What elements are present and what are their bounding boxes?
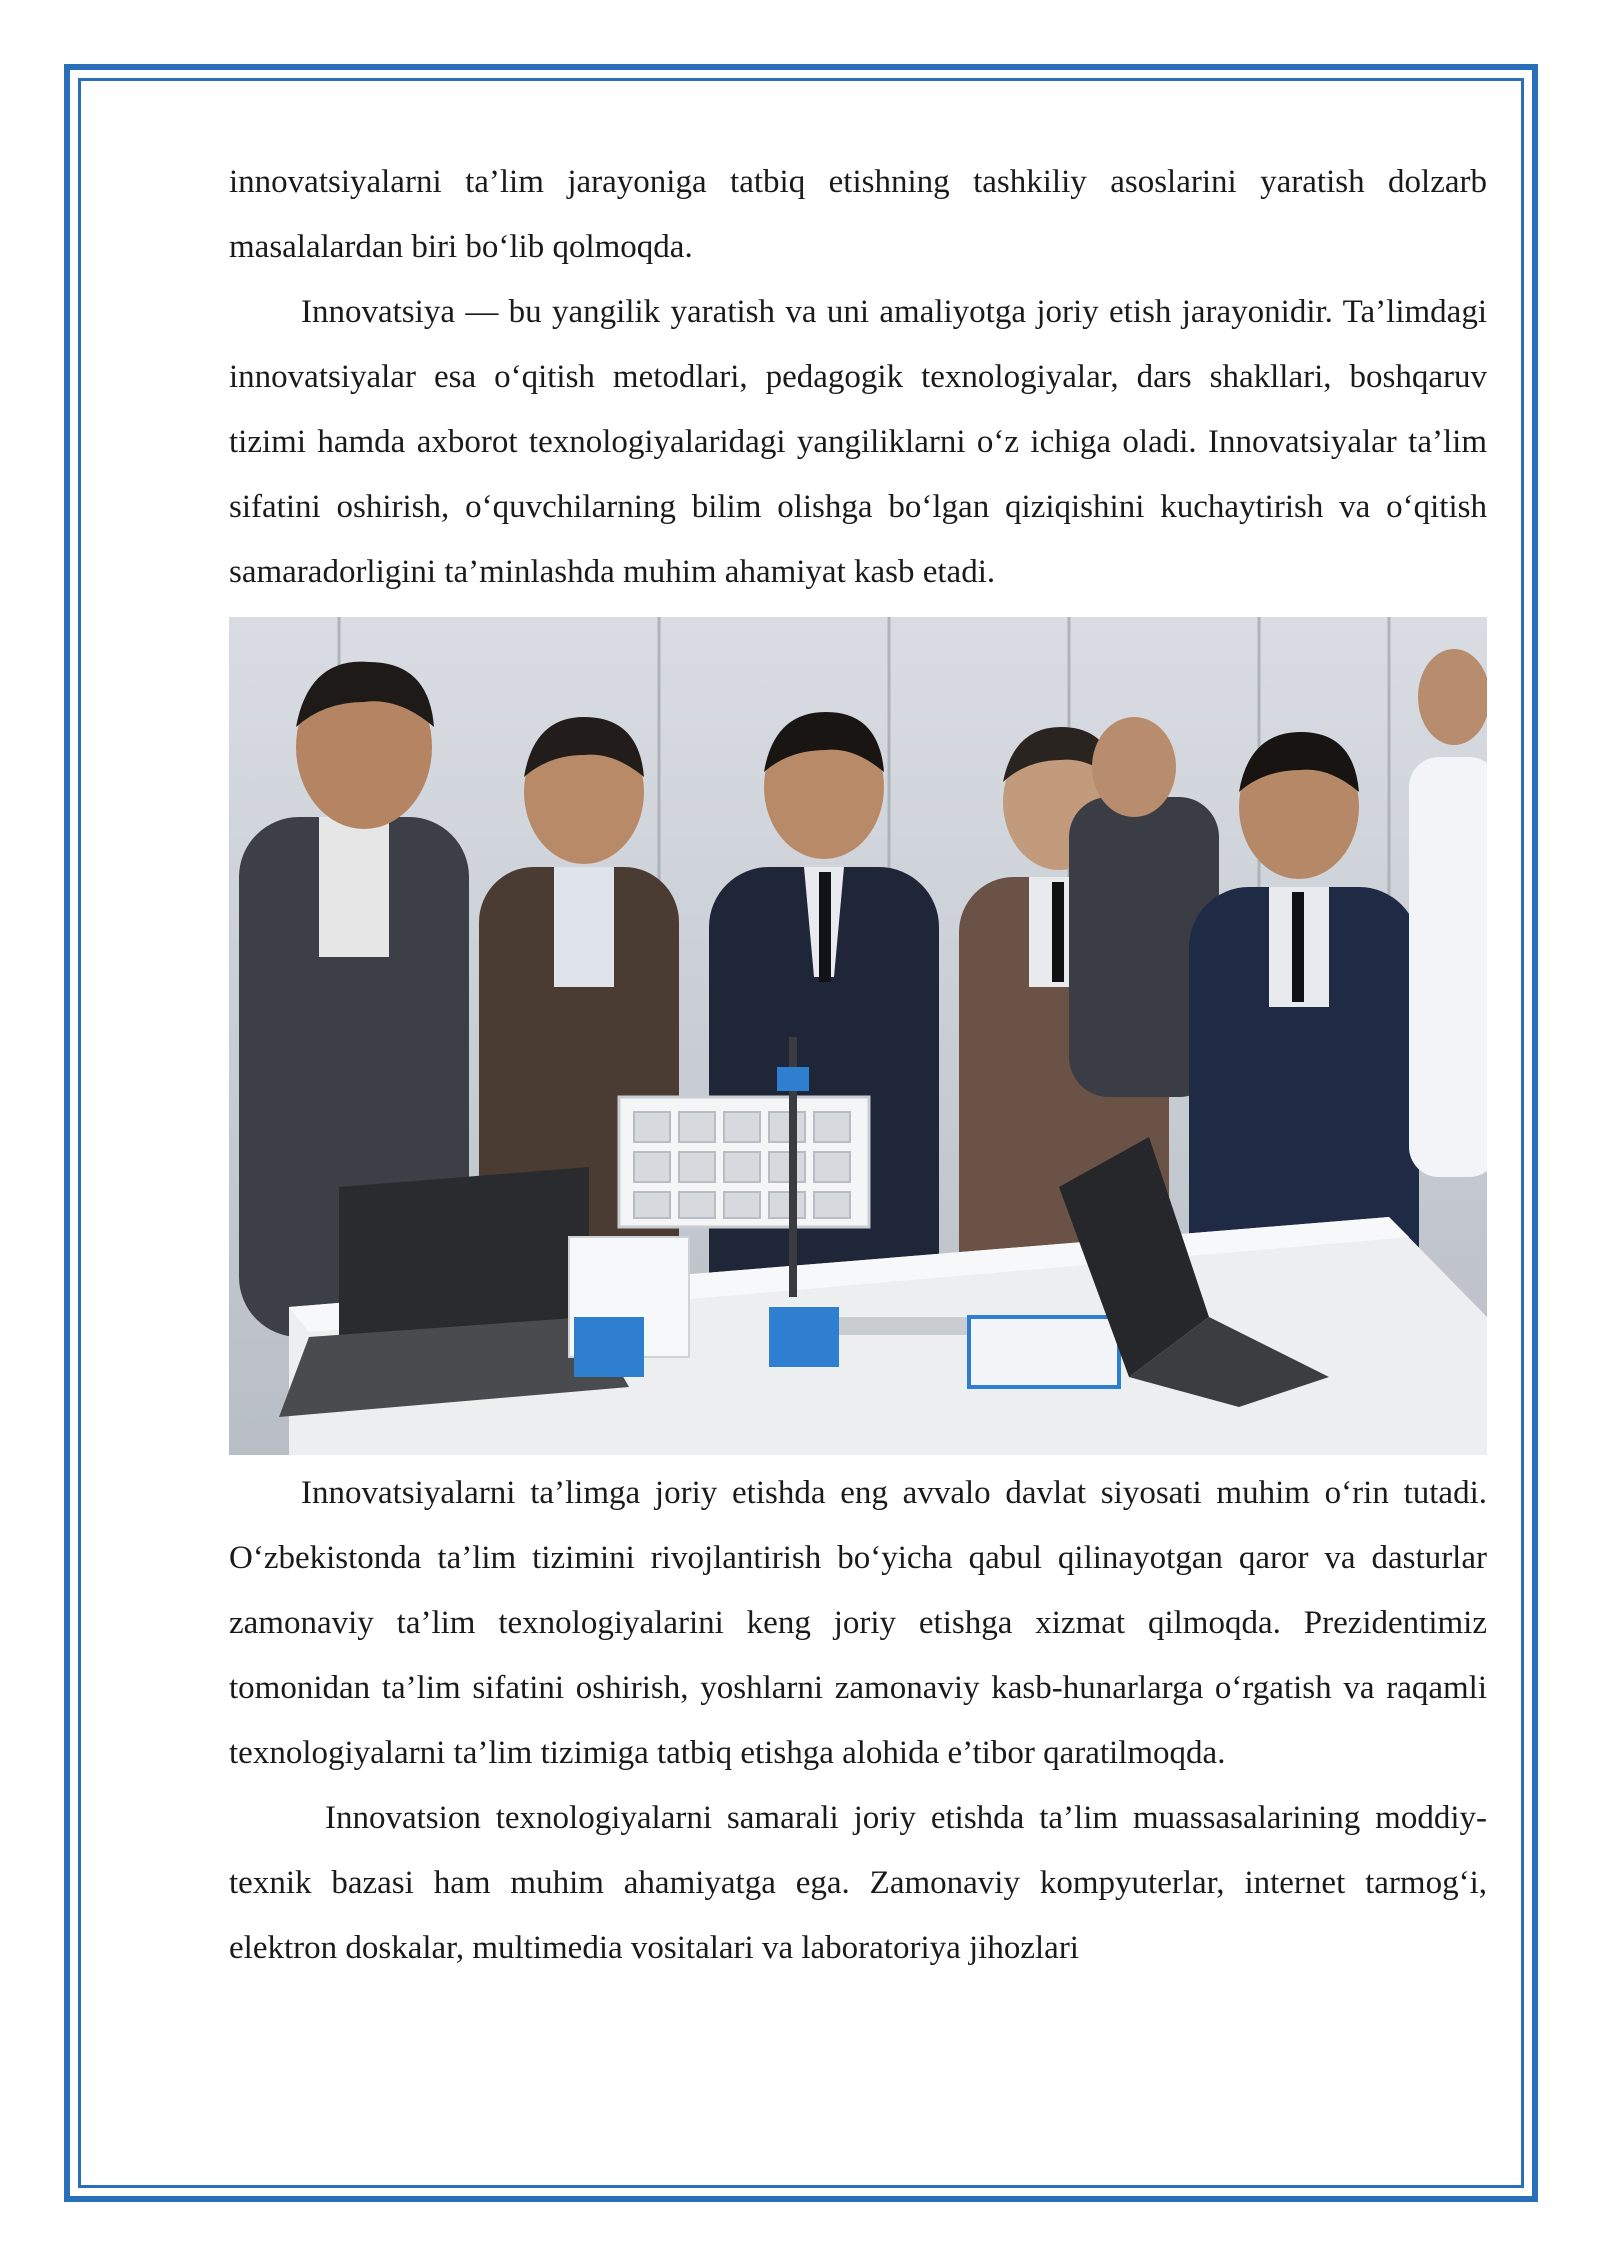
paragraph-3: Innovatsiyalarni ta’limga joriy etishda eng avvalo davlat siyosati muhim o‘rin tutadi. O‘zbekistonda ta’lim tizimini rivojlantirish bo‘yicha qabul qilinayotgan qaror va dasturlar zamonaviy ta’lim texnologiyalarini keng joriy etishga xizmat qilmoqda. Prezidentimiz tomonidan ta’lim sifatini oshirish, yoshlarni zamonaviy kasb-hunarlarga o‘rgatish va raqamli texnologiyalarni ta’lim tizimiga tatbiq etishga alohida e’tibor qaratilmoqda. — [229, 1475, 1487, 1771]
document-body — [229, 150, 1487, 1981]
paragraph-4: Innovatsion texnologiyalarni samarali joriy etishda ta’lim muassasalarining moddiy-texnik bazasi ham muhim ahamiyatga ega. Zamonaviy kompyuterlar, internet tarmog‘i, elektron doskalar, multimedia vositalari va laboratoriya jihozlari — [229, 1800, 1487, 1966]
students-photo — [229, 617, 1487, 1455]
paragraph-1: innovatsiyalarni ta’lim jarayoniga tatbiq etishning tashkiliy asoslarini yaratish dolzarb masalalardan biri bo‘lib qolmoqda. — [229, 164, 1487, 265]
paragraph-2: Innovatsiya — bu yangilik yaratish va uni amaliyotga joriy etish jarayonidir. Ta’limdagi innovatsiyalar esa o‘qitish metodlari, pedagogik texnologiyalar, dars shakllari, boshqaruv tizimi hamda axborot texnologiyalaridagi yangiliklarni o‘z ichiga oladi. Innovatsiyalar ta’lim sifatini oshirish, o‘quvchilarning bilim olishga bo‘lgan qiziqishini kuchaytirish va o‘qitish samaradorligini ta’minlashda muhim ahamiyat kasb etadi. — [229, 294, 1487, 590]
